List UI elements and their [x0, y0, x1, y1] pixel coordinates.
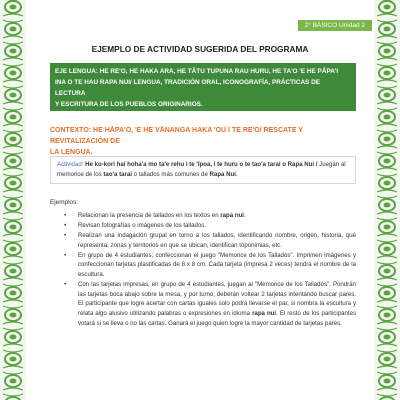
border-motif: [377, 262, 397, 280]
grade-unit-badge: 2° BÁSICO Unidad 2: [298, 20, 372, 31]
border-motif: [3, 86, 23, 104]
eje-line: Y ESCRITURA DE LOS PUEBLOS ORIGINARIOS.: [55, 101, 203, 108]
border-motif: [377, 394, 397, 400]
contexto-heading: [50, 125, 356, 158]
eje-line: EJE LENGUA: HE RE'O, HE HAKA ARA, HE TĀTU TUPUNA RAU HURU, HE TA'O 'E HE PĀPA'I: [55, 68, 339, 75]
bullet-icon: •: [64, 212, 67, 219]
border-pattern-right: [374, 0, 400, 400]
border-motif: [377, 306, 397, 324]
actividad-es-text: Juegan al memorice de los: [57, 161, 346, 178]
border-motif: [377, 240, 397, 258]
border-motif: [3, 64, 23, 82]
border-motif: [3, 372, 23, 390]
border-motif: [3, 174, 23, 192]
border-motif: [377, 42, 397, 60]
border-motif: [3, 262, 23, 280]
border-motif: [3, 152, 23, 170]
list-item-bold: rapa nui: [220, 212, 244, 219]
border-motif: [377, 328, 397, 346]
border-motif: [377, 284, 397, 302]
border-motif: [3, 108, 23, 126]
border-motif: [3, 350, 23, 368]
actividad-es-text: o tallados más comunes de: [131, 170, 210, 178]
list-item: [50, 211, 356, 221]
border-motif: [3, 306, 23, 324]
border-motif: [377, 108, 397, 126]
list-item-bold: rapa nui: [252, 309, 277, 317]
border-motif: [3, 394, 23, 400]
actividad-box: [50, 156, 356, 184]
bullet-icon: •: [64, 281, 67, 289]
border-motif: [377, 152, 397, 170]
border-motif: [3, 42, 23, 60]
list-item-text: Con las tarjetas impresas, en grupo de 4 estudiantes, juegan al "Memorice de los Tallados". Pondrán las tarjetas boca abajo sobre la mesa, y por turno, deberán voltear 2 tarjetas intentando buscar pares. El participante que logre acertar con cartas iguales solo podrá llevarse el par, si nombra la escultura y relata algo alusivo utilizando palabras o expresiones en idioma: [78, 281, 356, 317]
bullet-icon: •: [64, 251, 67, 259]
border-motif: [3, 218, 23, 236]
left-decorative-border: [0, 0, 26, 400]
right-decorative-border: [374, 0, 400, 400]
border-motif: [3, 196, 23, 214]
border-motif: [377, 350, 397, 368]
list-item-text: . El resto de los participantes votará si se lleva o no las cartas. Ganará el juego quien logre la mayor cantidad de tarjetas pares.: [78, 309, 357, 327]
actividad-label: Actividad:: [57, 161, 84, 168]
eje-lengua-box: [50, 63, 356, 111]
list-item-text: Realizan una indagación grupal en torno a los tallados, identificando nombre, origen, historia, qué representa, zonas y territorios en que se ubican, identifican toponimias, etc.: [78, 232, 356, 249]
border-motif: [377, 174, 397, 192]
border-motif: [377, 196, 397, 214]
bullet-icon: •: [64, 232, 67, 240]
list-item-text: En grupo de 4 estudiantes; confeccionan el juego "Memorice de los Tallados". Imprimen imágenes y confeccionan tarjetas plastificadas de 8 x 8 cm. Cada tarjeta (impresa 2 veces) tendrá el nombre de la escultura.: [78, 251, 356, 279]
border-pattern-left: [0, 0, 26, 400]
border-motif: [3, 130, 23, 148]
border-motif: [3, 284, 23, 302]
list-item: [50, 221, 356, 231]
ejemplos-list: [50, 211, 356, 328]
border-motif: [377, 372, 397, 390]
border-motif: [3, 240, 23, 258]
border-motif: [377, 20, 397, 38]
actividad-es-bold: Rapa Nui: [209, 170, 236, 178]
border-motif: [377, 0, 397, 16]
list-item: [50, 280, 356, 328]
contexto-line: CONTEXTO: HE HĀPA'O, 'E HE VĀNANGA HAKA 'OU I TE RE'O/ RESCATE Y REVITALIZACIÓN DE: [50, 127, 303, 145]
list-item-text: Relacionan la presencia de tallados en los textos en: [78, 212, 221, 219]
border-motif: [377, 130, 397, 148]
ejemplos-label: Ejemplos:: [50, 199, 79, 206]
border-motif: [377, 218, 397, 236]
border-motif: [3, 328, 23, 346]
border-motif: [377, 86, 397, 104]
bullet-icon: •: [64, 222, 67, 230]
list-item-text: Revisan fotografías o imágenes de los tallados.: [78, 222, 207, 230]
actividad-rapanui-text: He ko-kori hai hoha'a mo ta'e rehu i te 'ïpoa, i te huru o te tao'a tarai o Rapa Nui /: [85, 161, 318, 168]
actividad-es-text: .: [235, 170, 238, 178]
border-motif: [3, 20, 23, 38]
actividad-es-bold: tao'a tarai: [103, 170, 132, 178]
list-item-text: .: [243, 212, 246, 219]
contexto-line: LA LENGUA.: [50, 149, 93, 156]
eje-line: INA O TE HAU RAPA NUI/ LENGUA, TRADICIÓN ORAL, ICONOGRAFÍA, PRÁCTICAS DE LECTURA: [55, 79, 320, 97]
border-motif: [3, 0, 23, 16]
list-item: [50, 251, 356, 280]
list-item: [50, 231, 356, 250]
border-motif: [377, 64, 397, 82]
page-title: EJEMPLO DE ACTIVIDAD SUGERIDA DEL PROGRAMA: [91, 44, 309, 54]
